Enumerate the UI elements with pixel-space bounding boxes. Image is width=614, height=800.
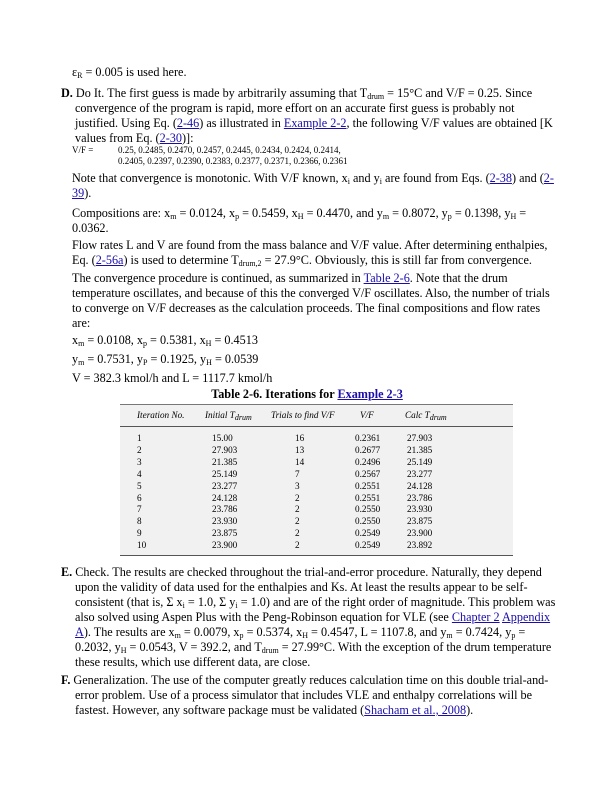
header-trials: Trials to find V/F <box>271 410 335 420</box>
iteration-cell: 8 <box>137 516 142 527</box>
table-2-6-link[interactable]: Table 2-6 <box>363 271 410 285</box>
trials-cell: 14 <box>295 456 305 467</box>
iteration-cell: 2 <box>137 444 142 455</box>
procedure-line-4: are: <box>72 316 91 330</box>
vf-values-row-2: 0.2405, 0.2397, 0.2390, 0.2383, 0.2377, 0.2371, 0.2366, 0.2361 <box>118 156 348 166</box>
vf-cell: 0.2567 <box>355 468 381 479</box>
procedure-line-2: temperature oscillates, and because of this the converged V/F oscillates. Also, the number of trials <box>72 286 550 300</box>
step-e-line-5: A). The results are $x_m = 0.0079$, $x_p = 0.5374$, $x_H = 0.4547$, L = 1107.8, and $y_m = 0.7424$, $y_p$ = <box>75 625 526 640</box>
trials-cell: 16 <box>295 433 305 443</box>
header-initial-t: Initial $T_{drum}$ <box>205 410 252 422</box>
initial-t-cell: 23.277 <box>212 480 238 491</box>
convergence-line-2: 39). <box>72 186 92 200</box>
step-f-line-3: fastest. However, any software package must be validated (Shacham et al., 2008). <box>75 703 474 717</box>
step-d-title: Do It. <box>75 86 105 100</box>
step-d-line-2: convergence of the program is rapid, more effort on an accurate first guess is probably not <box>75 101 515 115</box>
shacham-reference-link[interactable]: Shacham et al., 2008 <box>364 703 467 717</box>
calc-t-cell: 21.385 <box>407 444 433 455</box>
example-2-3-link[interactable]: Example 2-3 <box>337 387 403 401</box>
trials-cell: 7 <box>295 468 300 479</box>
eq-2-38-link[interactable]: 2-38 <box>489 171 512 185</box>
header-iteration: Iteration No. <box>137 410 185 420</box>
trials-cell: 2 <box>295 492 300 503</box>
calc-t-cell: 23.930 <box>407 504 433 515</box>
initial-t-cell: 27.903 <box>212 444 238 455</box>
calc-t-cell: 25.149 <box>407 456 433 467</box>
appendix-link-part2[interactable]: A <box>75 625 84 639</box>
calc-t-cell: 23.786 <box>407 492 433 503</box>
procedure-line-1: The convergence procedure is continued, as summarized in Table 2-6. Note that the drum <box>72 271 508 285</box>
final-x-line: $x_m = 0.0108$, $x_p = 0.5381$, $x_H = 0.4513$ <box>72 333 258 348</box>
calc-t-cell: 24.128 <box>407 480 433 491</box>
initial-t-cell: 23.875 <box>212 528 238 539</box>
step-d-line-1: D. Do It. The first guess is made by arbitrarily assuming that $T_{drum} = 15^\circ C$ and V/F = 0.25. Since <box>61 86 533 101</box>
initial-t-cell: 23.786 <box>212 504 238 515</box>
calc-t-cell: 23.892 <box>407 540 433 551</box>
trials-cell: 2 <box>295 528 300 539</box>
vf-cell: 0.2551 <box>355 492 381 503</box>
step-e-line-3: consistent (that is, Σ $x_i = 1.0$, Σ $y_i = 1.0$) and are of the right order of magnitude. This problem was <box>75 595 556 610</box>
eq-2-39-link-part1[interactable]: 2- <box>543 171 554 185</box>
calc-t-cell: 23.900 <box>407 528 433 539</box>
header-calc-t: Calc $T_{drum}$ <box>405 410 447 422</box>
step-e-title: Check. <box>75 565 110 579</box>
vf-values-row-1: 0.25, 0.2485, 0.2470, 0.2457, 0.2445, 0.2434, 0.2424, 0.2414, <box>118 145 341 155</box>
initial-t-cell: 21.385 <box>212 456 238 467</box>
calc-t-cell: 23.277 <box>407 468 433 479</box>
vf-cell: 0.2496 <box>355 456 381 467</box>
vf-cell: 0.2549 <box>355 528 381 539</box>
chapter-2-link[interactable]: Chapter 2 <box>451 610 500 624</box>
final-y-line: $y_m = 0.7531$, $y_P = 0.1925$, $y_H = 0.0539$ <box>72 352 259 367</box>
flow-line-2: Eq. (2-56a) is used to determine $T_{drum,2} = 27.9^\circ C$. Obviously, this is still far from convergence. <box>72 253 532 268</box>
final-flows-line: V = 382.3 kmol/h and L = 1117.7 kmol/h <box>72 371 273 385</box>
iteration-cell: 10 <box>137 540 147 551</box>
initial-t-cell: 23.900 <box>212 540 238 551</box>
step-e-line-7: these results, which use different data, are close. <box>75 655 311 669</box>
iteration-cell: 4 <box>137 468 142 479</box>
step-d-line-3: justified. Using Eq. (2-46) as illustrated in Example 2-2, the following V/F values are obtained [K <box>75 116 553 130</box>
table-caption: Table 2-6. Iterations for Example 2-3 <box>211 387 403 401</box>
eq-2-30-link[interactable]: 2-30 <box>159 131 182 145</box>
appendix-link-part1[interactable]: Appendix <box>502 610 551 624</box>
trials-cell: 3 <box>295 480 300 491</box>
trials-cell: 13 <box>295 444 305 455</box>
procedure-line-3: to converge on V/F decreases as the calculation proceeds. The final compositions and flow rates <box>72 301 541 315</box>
eq-2-56a-link[interactable]: 2-56a <box>95 253 124 267</box>
trials-cell: 2 <box>295 540 300 551</box>
convergence-line: Note that convergence is monotonic. With V/F known, $x_i$ and $y_i$ are found from Eqs. (2-38) and (2- <box>72 171 554 186</box>
compositions-line-2: 0.0362. <box>72 221 109 235</box>
vf-cell: 0.2550 <box>355 504 381 515</box>
step-e-label: E. <box>61 565 73 579</box>
vf-cell: 0.2361 <box>355 433 381 443</box>
iteration-cell: 7 <box>137 504 142 515</box>
step-e-line-4: also solved using Aspen Plus with the Peng-Robinson equation for VLE (see Chapter 2 Appendix <box>75 610 551 624</box>
step-d-line-4: values from Eq. (2-30)]: <box>75 131 194 145</box>
iteration-cell: 9 <box>137 528 142 539</box>
vf-label: V/F = <box>72 145 94 155</box>
step-e-line-2: upon the validity of data used for the enthalpies and Ks. At least the results appear to be self- <box>75 580 528 594</box>
calc-t-cell: 23.875 <box>407 516 433 527</box>
step-f-line-1: F. Generalization. The use of the computer greatly reduces calculation time on this double trial-and- <box>61 673 549 687</box>
iteration-cell: 6 <box>137 492 142 503</box>
iteration-cell: 5 <box>137 480 142 491</box>
vf-cell: 0.2677 <box>355 444 381 455</box>
step-e-line-1: E. Check. The results are checked throughout the trial-and-error procedure. Naturally, they depend <box>61 565 542 579</box>
step-d-label: D. <box>61 86 73 100</box>
vf-cell: 0.2549 <box>355 540 381 551</box>
initial-t-cell: 15.00 <box>212 433 233 443</box>
eq-2-39-link-part2[interactable]: 39 <box>72 186 85 200</box>
compositions-line-1: Compositions are: $x_m = 0.0124$, $x_p = 0.5459$, $x_H = 0.4470$, and $y_m = 0.8072$, $y_p = 0.1398$, $y_H$ = <box>72 206 527 221</box>
iterations-table <box>120 404 513 555</box>
vf-cell: 0.2551 <box>355 480 381 491</box>
step-f-label: F. <box>61 673 71 687</box>
calc-t-cell: 27.903 <box>407 433 433 443</box>
vf-cell: 0.2550 <box>355 516 381 527</box>
step-f-title: Generalization. <box>73 673 149 687</box>
trials-cell: 2 <box>295 504 300 515</box>
eq-2-46-link[interactable]: 2-46 <box>176 116 200 130</box>
initial-t-cell: 25.149 <box>212 468 238 479</box>
step-e-line-6: 0.2032, $y_H = 0.0543$, V = 392.2, and $T_{drum} = 27.99^\circ C$. With the exception of the drum temperature <box>75 640 552 655</box>
example-2-2-link[interactable]: Example 2-2 <box>283 116 347 130</box>
iteration-cell: 1 <box>137 433 142 443</box>
iteration-cell: 3 <box>137 456 142 467</box>
epsilon-line: $\varepsilon_R = 0.005$ is used here. <box>72 65 187 80</box>
flow-line-1: Flow rates L and V are found from the mass balance and V/F value. After determining enthalpies, <box>72 238 548 252</box>
trials-cell: 2 <box>295 516 300 527</box>
header-vf: V/F <box>360 410 374 420</box>
initial-t-cell: 24.128 <box>212 492 238 503</box>
initial-t-cell: 23.930 <box>212 516 238 527</box>
step-f-line-2: error problem. Use of a process simulator that includes VLE and enthalpy correlations will be <box>75 688 533 702</box>
